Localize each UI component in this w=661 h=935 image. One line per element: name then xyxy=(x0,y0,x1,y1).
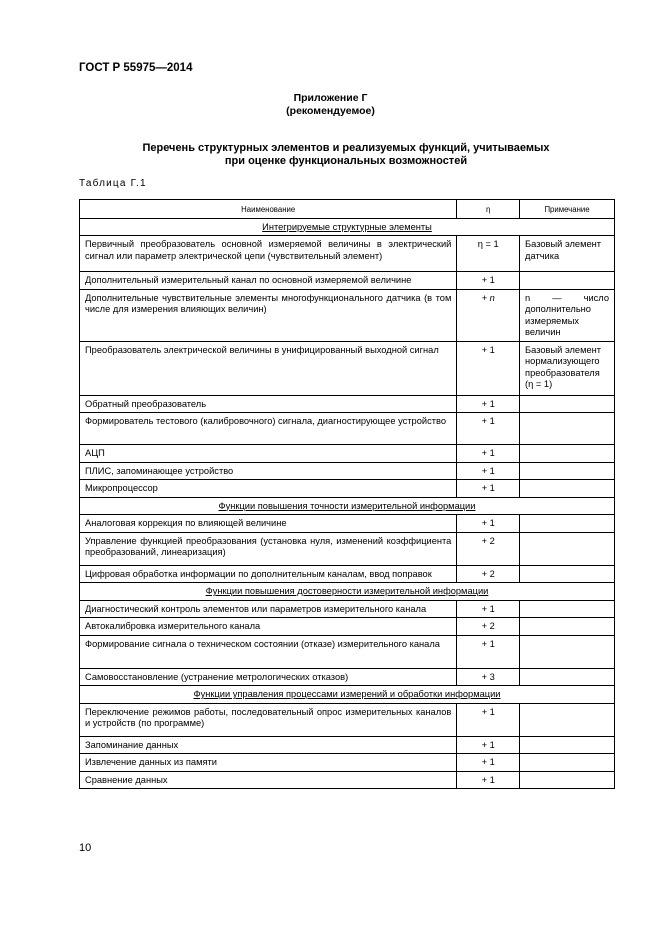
table-row xyxy=(80,395,615,413)
row-name: Преобразователь электрической величины в унифицированный выходной сигнал xyxy=(80,341,457,395)
row-note xyxy=(520,515,615,533)
section-title: Функции повышения точности измерительной информации xyxy=(80,497,615,515)
row-name: ПЛИС, запоминающее устройство xyxy=(80,462,457,480)
row-name: Извлечение данных из памяти xyxy=(80,754,457,772)
table-header-row xyxy=(80,200,615,219)
row-eta: + 1 xyxy=(457,395,520,413)
section-row xyxy=(80,218,615,236)
row-eta: + 2 xyxy=(457,565,520,583)
row-note xyxy=(520,600,615,618)
row-eta: + 3 xyxy=(457,668,520,686)
row-name: Самовосстановление (устранение метрологических отказов) xyxy=(80,668,457,686)
row-eta: + 1 xyxy=(457,754,520,772)
row-eta: + 1 xyxy=(457,413,520,445)
row-eta: η = 1 xyxy=(457,236,520,272)
row-eta: + n xyxy=(457,289,520,341)
row-eta: + 1 xyxy=(457,635,520,668)
row-eta: + 1 xyxy=(457,736,520,754)
row-note xyxy=(520,395,615,413)
row-eta: + 1 xyxy=(457,703,520,736)
appendix-title: Приложение Г xyxy=(293,92,368,104)
header-name: Наименование xyxy=(80,200,457,219)
row-note xyxy=(520,445,615,463)
row-note xyxy=(520,736,615,754)
functions-table xyxy=(79,199,615,789)
row-note xyxy=(520,272,615,290)
row-name: Микропроцессор xyxy=(80,480,457,498)
table-row xyxy=(80,289,615,341)
row-note xyxy=(520,480,615,498)
table-caption: Таблица Г.1 xyxy=(79,178,147,189)
table-row xyxy=(80,600,615,618)
table-row xyxy=(80,413,615,445)
row-eta: + 1 xyxy=(457,480,520,498)
row-note: Базовый элемент датчика xyxy=(520,236,615,272)
table-row xyxy=(80,618,615,636)
row-eta: + 1 xyxy=(457,341,520,395)
row-name: Цифровая обработка информации по дополнительным каналам, ввод поправок xyxy=(80,565,457,583)
row-name: Первичный преобразователь основной измеряемой величины в электрический сигнал или параметр электрической цепи (чувствительный элемент) xyxy=(80,236,457,272)
table-row xyxy=(80,736,615,754)
row-eta: + 1 xyxy=(457,771,520,789)
document-title-line-1: Перечень структурных элементов и реализуемых функций, учитываемых xyxy=(142,142,550,154)
section-row xyxy=(80,583,615,601)
table-row xyxy=(80,771,615,789)
row-name: Переключение режимов работы, последовательный опрос измерительных каналов и устройств (по программе) xyxy=(80,703,457,736)
row-name: АЦП xyxy=(80,445,457,463)
section-title: Функции повышения достоверности измерительной информации xyxy=(80,583,615,601)
row-name: Формирователь тестового (калибровочного) сигнала, диагностирующее устройство xyxy=(80,413,457,445)
table-row xyxy=(80,668,615,686)
table-row xyxy=(80,272,615,290)
row-name: Управление функцией преобразования (установка нуля, изменений коэффициента преобразований, линеаризация) xyxy=(80,532,457,565)
row-name: Аналоговая коррекция по влияющей величине xyxy=(80,515,457,533)
row-note xyxy=(520,565,615,583)
row-name: Дополнительный измерительный канал по основной измеряемой величине xyxy=(80,272,457,290)
table-row xyxy=(80,462,615,480)
table-row xyxy=(80,565,615,583)
row-name: Автокалибровка измерительного канала xyxy=(80,618,457,636)
row-eta: + 2 xyxy=(457,532,520,565)
row-note xyxy=(520,635,615,668)
page-number: 10 xyxy=(79,842,92,854)
table-row xyxy=(80,532,615,565)
standard-header: ГОСТ Р 55975—2014 xyxy=(79,62,193,74)
row-name: Диагностический контроль элементов или параметров измерительного канала xyxy=(80,600,457,618)
row-name: Сравнение данных xyxy=(80,771,457,789)
row-note xyxy=(520,754,615,772)
section-row xyxy=(80,686,615,704)
row-name: Запоминание данных xyxy=(80,736,457,754)
table-row xyxy=(80,515,615,533)
appendix-subtitle: (рекомендуемое) xyxy=(286,105,375,117)
section-title: Функции управления процессами измерений и обработки информации xyxy=(80,686,615,704)
row-note xyxy=(520,668,615,686)
row-eta: + 1 xyxy=(457,600,520,618)
row-note xyxy=(520,462,615,480)
section-row xyxy=(80,497,615,515)
table-row xyxy=(80,445,615,463)
row-eta: + 1 xyxy=(457,272,520,290)
row-eta: + 1 xyxy=(457,515,520,533)
row-name: Формирование сигнала о техническом состоянии (отказе) измерительного канала xyxy=(80,635,457,668)
row-note: Базовый элемент нормализующего преобразователя (η = 1) xyxy=(520,341,615,395)
row-note xyxy=(520,618,615,636)
row-eta: + 1 xyxy=(457,445,520,463)
table-row xyxy=(80,341,615,395)
table-row xyxy=(80,236,615,272)
section-title: Интегрируемые структурные элементы xyxy=(80,218,615,236)
header-note: Примечание xyxy=(520,200,615,219)
document-title-line-2: при оценке функциональных возможностей xyxy=(224,155,468,167)
table-row xyxy=(80,703,615,736)
row-note xyxy=(520,771,615,789)
table-row xyxy=(80,635,615,668)
row-eta: + 1 xyxy=(457,462,520,480)
table-row xyxy=(80,480,615,498)
row-name: Дополнительные чувствительные элементы многофункционального датчика (в том числе для измерения влияющих величин) xyxy=(80,289,457,341)
row-note xyxy=(520,703,615,736)
row-eta: + 2 xyxy=(457,618,520,636)
row-name: Обратный преобразователь xyxy=(80,395,457,413)
header-eta: η xyxy=(457,200,520,219)
row-note xyxy=(520,413,615,445)
row-note: n — число дополнительно измеряемых величин xyxy=(520,289,615,341)
row-note xyxy=(520,532,615,565)
table-row xyxy=(80,754,615,772)
